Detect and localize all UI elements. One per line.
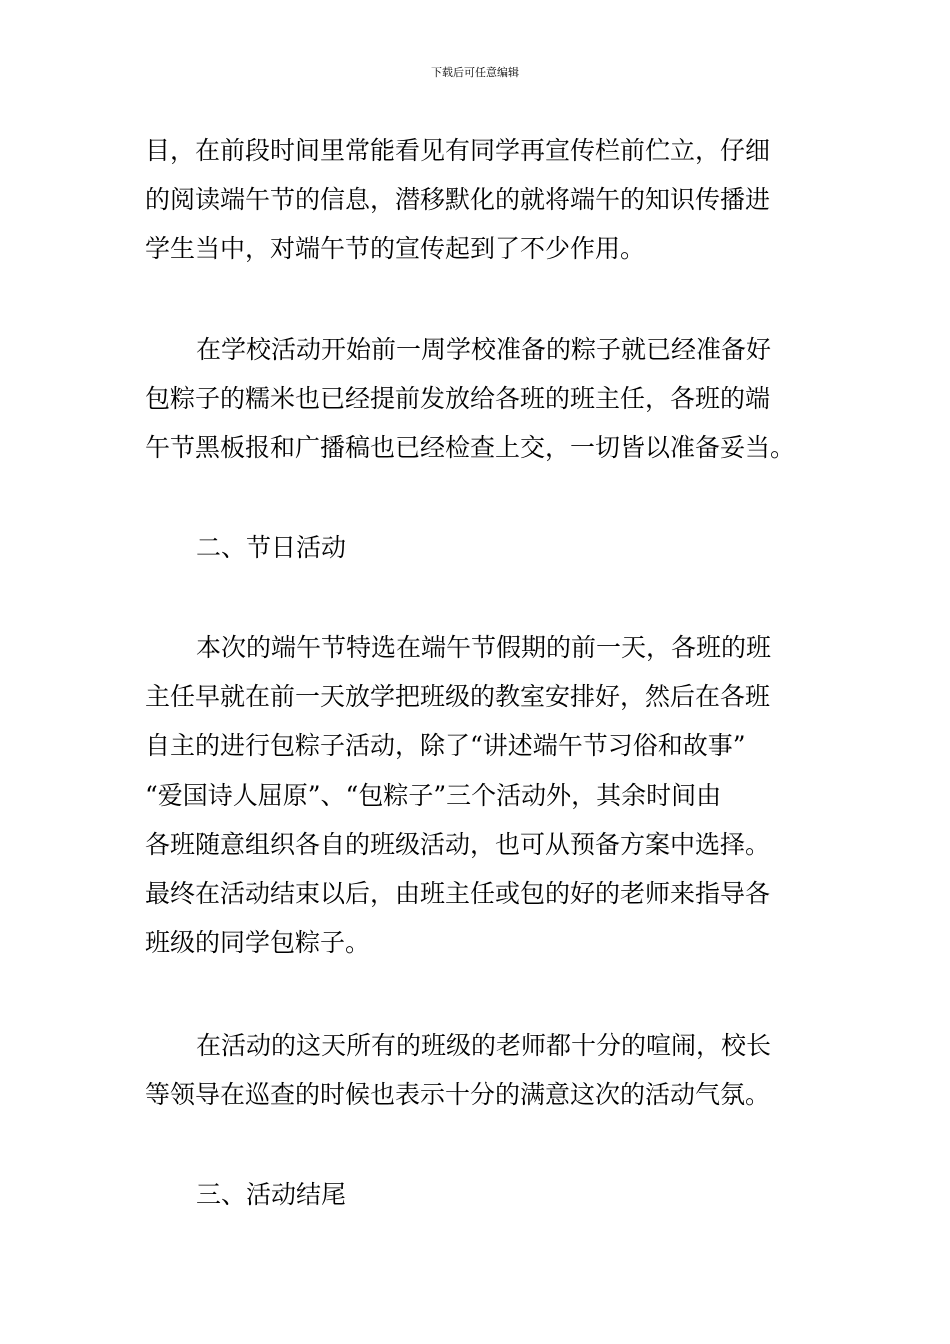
paragraph-line: 学生当中，对端午节的宣传起到了不少作用。 (145, 234, 646, 263)
paragraph-line: 在学校活动开始前一周学校准备的粽子就已经准备好 (196, 335, 772, 364)
section-heading: 三、活动结尾 (196, 1180, 347, 1209)
section-heading: 二、节日活动 (196, 533, 347, 562)
paragraph-line: 自主的进行包粽子活动，除了“讲述端午节习俗和故事” (145, 731, 746, 760)
paragraph-line: 的阅读端午节的信息，潜移默化的就将端午的知识传播进 (145, 185, 771, 214)
paragraph-line: 在活动的这天所有的班级的老师都十分的喧闹，校长 (196, 1031, 772, 1060)
page-header-note: 下载后可任意编辑 (431, 66, 519, 79)
paragraph-line: 包粽子的糯米也已经提前发放给各班的班主任，各班的端 (145, 384, 771, 413)
paragraph-line: 等领导在巡查的时候也表示十分的满意这次的活动气氛。 (145, 1080, 771, 1109)
paragraph-line: 本次的端午节特选在端午节假期的前一天，各班的班 (196, 633, 772, 662)
paragraph-line: 午节黑板报和广播稿也已经检查上交，一切皆以准备妥当。 (145, 433, 796, 462)
paragraph-line: “爱国诗人屈原”、“包粽子”三个活动外，其余时间由 (145, 781, 722, 810)
paragraph-line: 班级的同学包粽子。 (145, 928, 371, 957)
paragraph-line: 各班随意组织各自的班级活动，也可从预备方案中选择。 (145, 830, 771, 859)
paragraph-line: 最终在活动结束以后，由班主任或包的好的老师来指导各 (145, 879, 771, 908)
paragraph-line: 主任早就在前一天放学把班级的教室安排好，然后在各班 (145, 682, 771, 711)
paragraph-line: 目，在前段时间里常能看见有同学再宣传栏前伫立，仔细 (145, 136, 771, 165)
